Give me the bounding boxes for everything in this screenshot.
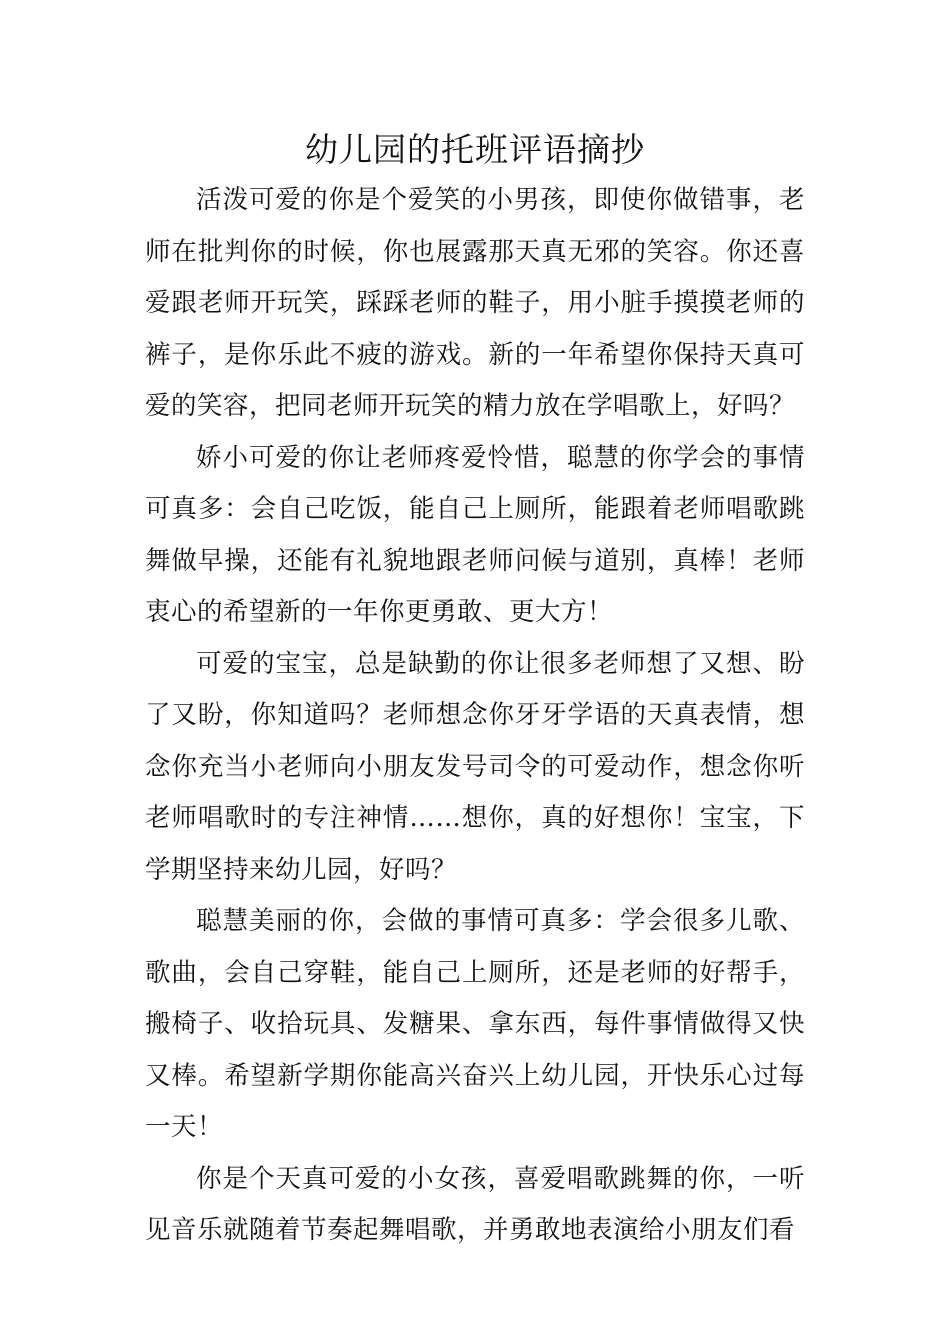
paragraph-3: 可爱的宝宝，总是缺勤的你让很多老师想了又想、盼了又盼，你知道吗？老师想念你牙牙学语的天真表情，想念你充当小老师向小朋友发号司令的可爱动作，想念你听老师唱歌时的专注神情……想你，真的好想你！宝宝，下学期坚持来幼儿园，好吗？ [145,648,805,885]
document-title: 幼儿园的托班评语摘抄 [305,130,645,169]
paragraph-1: 活泼可爱的你是个爱笑的小男孩，即使你做错事，老师在批判你的时候，你也展露那天真无邪的笑容。你还喜爱跟老师开玩笑，踩踩老师的鞋子，用小脏手摸摸老师的裤子，是你乐此不疲的游戏。新的一年希望你保持天真可爱的笑容，把同老师开玩笑的精力放在学唱歌上，好吗？ [145,185,805,421]
paragraph-5: 你是个天真可爱的小女孩，喜爱唱歌跳舞的你，一听见音乐就随着节奏起舞唱歌，并勇敢地表演给小朋友们看 [145,1163,805,1245]
document-body [145,175,805,1257]
paragraph-4: 聪慧美丽的你，会做的事情可真多：学会很多儿歌、歌曲，会自己穿鞋，能自己上厕所，还是老师的好帮手，搬椅子、收拾玩具、发糖果、拿东西，每件事情做得又快又棒。希望新学期你能高兴奋兴上幼儿园，开快乐心过每一天！ [145,906,805,1142]
paragraph-2: 娇小可爱的你让老师疼爱怜惜，聪慧的你学会的事情可真多：会自己吃饭，能自己上厕所，能跟着老师唱歌跳舞做早操，还能有礼貌地跟老师问候与道别，真棒！老师衷心的希望新的一年你更勇敢、更大方！ [145,442,805,627]
